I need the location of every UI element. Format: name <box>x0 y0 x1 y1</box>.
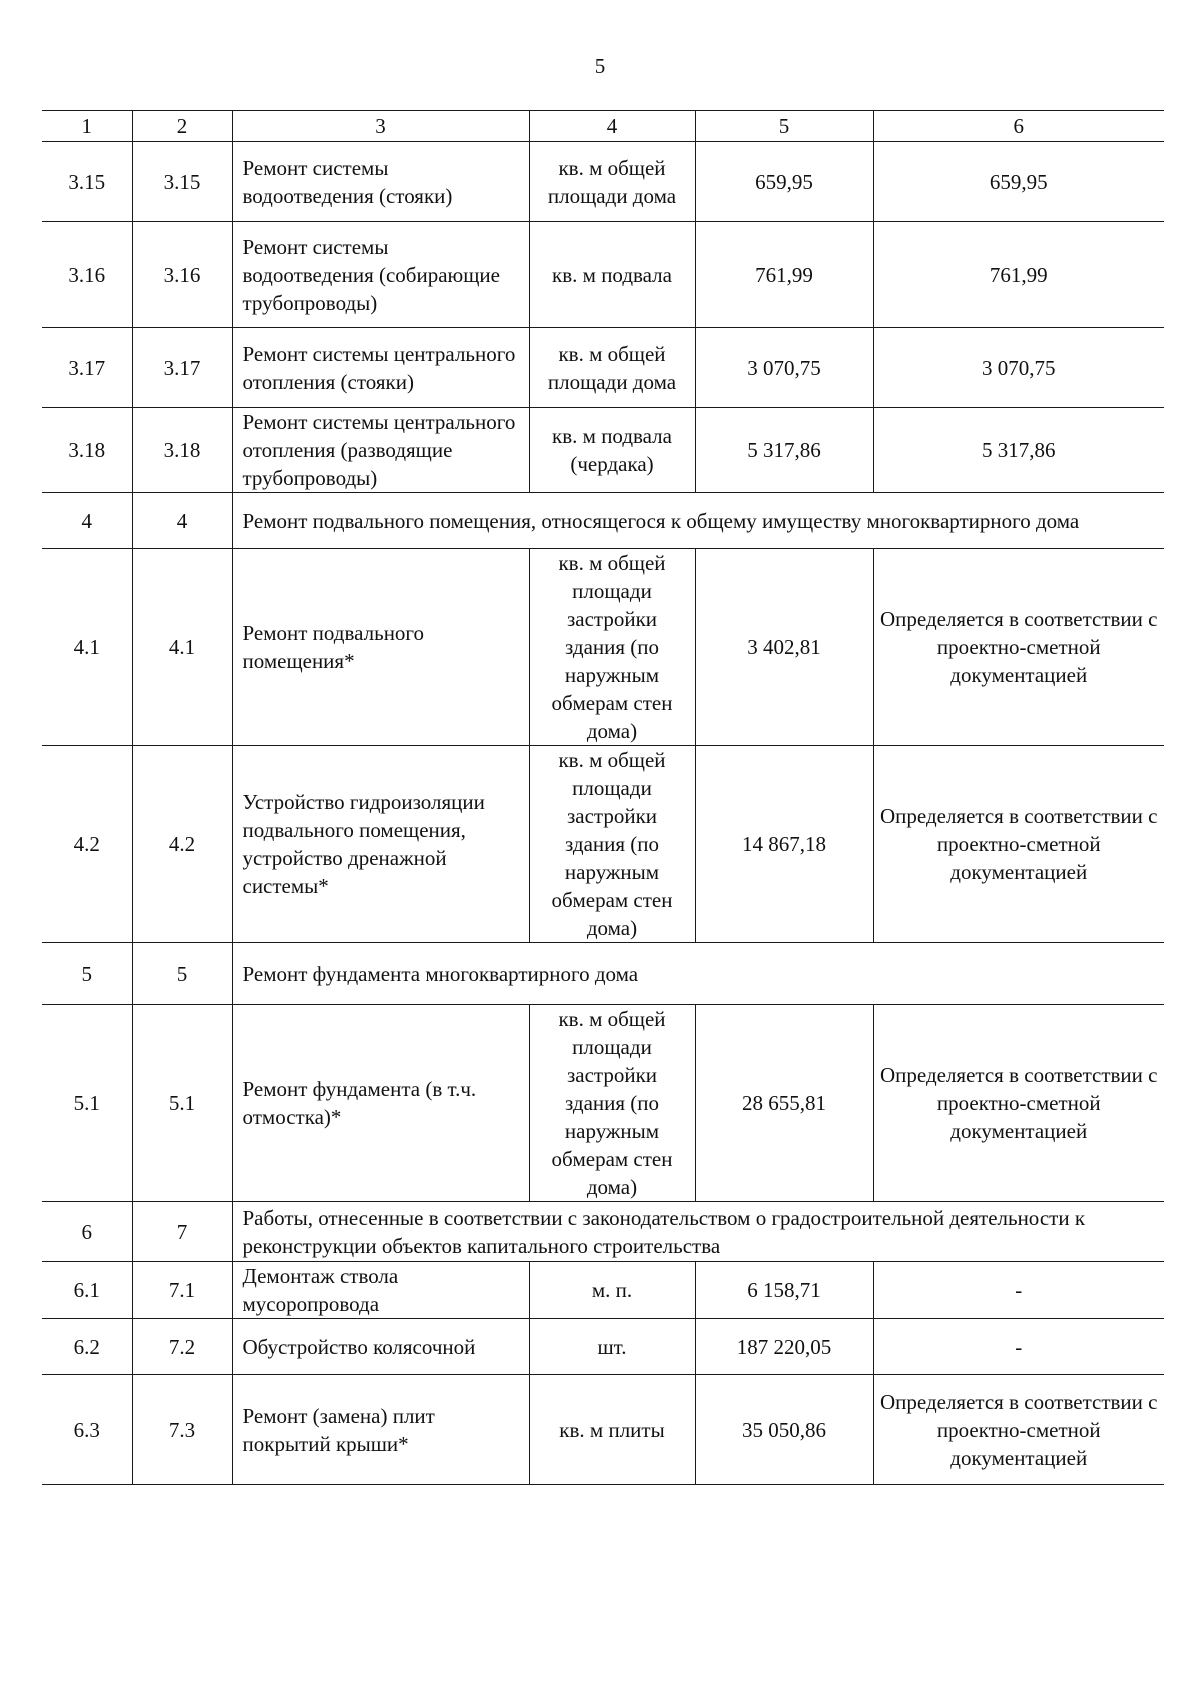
work-name: Ремонт фундамента (в т.ч. отмостка)* <box>232 1005 529 1202</box>
cost: 761,99 <box>695 222 873 328</box>
work-name: Ремонт подвального помещения* <box>232 549 529 746</box>
row-code: 3.15 <box>132 142 232 222</box>
table-row <box>42 1319 1164 1375</box>
row-number: 5 <box>42 943 132 1005</box>
cost: 6 158,71 <box>695 1262 873 1319</box>
work-name: Устройство гидроизоляции подвального помещения, устройство дренажной системы* <box>232 746 529 943</box>
table-row <box>42 1262 1164 1319</box>
unit: кв. м плиты <box>529 1375 695 1485</box>
table-row <box>42 549 1164 746</box>
note: 659,95 <box>873 142 1164 222</box>
note: 5 317,86 <box>873 408 1164 493</box>
note: - <box>873 1319 1164 1375</box>
section-row <box>42 493 1164 549</box>
row-number: 6.1 <box>42 1262 132 1319</box>
row-number: 3.16 <box>42 222 132 328</box>
repair-works-table <box>42 110 1164 1485</box>
row-code: 7.3 <box>132 1375 232 1485</box>
cost: 187 220,05 <box>695 1319 873 1375</box>
row-code: 4.2 <box>132 746 232 943</box>
cost: 659,95 <box>695 142 873 222</box>
cost: 28 655,81 <box>695 1005 873 1202</box>
note: - <box>873 1262 1164 1319</box>
column-number-row <box>42 111 1164 142</box>
unit: кв. м общей площади застройки здания (по наружным обмерам стен дома) <box>529 746 695 943</box>
row-code: 3.17 <box>132 328 232 408</box>
row-number: 3.17 <box>42 328 132 408</box>
row-number: 6 <box>42 1202 132 1262</box>
row-code: 7 <box>132 1202 232 1262</box>
work-name: Ремонт (замена) плит покрытий крыши* <box>232 1375 529 1485</box>
row-number: 5.1 <box>42 1005 132 1202</box>
row-number: 3.18 <box>42 408 132 493</box>
column-number: 1 <box>42 111 132 142</box>
row-number: 6.2 <box>42 1319 132 1375</box>
work-name: Демонтаж ствола мусоропровода <box>232 1262 529 1319</box>
row-code: 5 <box>132 943 232 1005</box>
column-number: 2 <box>132 111 232 142</box>
work-name: Ремонт системы центрального отопления (разводящие трубопроводы) <box>232 408 529 493</box>
table-row <box>42 1375 1164 1485</box>
section-row <box>42 1202 1164 1262</box>
unit: кв. м общей площади дома <box>529 328 695 408</box>
work-name: Обустройство колясочной <box>232 1319 529 1375</box>
note: 761,99 <box>873 222 1164 328</box>
section-title: Ремонт подвального помещения, относящегося к общему имуществу многоквартирного дома <box>232 493 1164 549</box>
work-name: Ремонт системы центрального отопления (стояки) <box>232 328 529 408</box>
unit: кв. м общей площади застройки здания (по наружным обмерам стен дома) <box>529 549 695 746</box>
column-number: 6 <box>873 111 1164 142</box>
note: 3 070,75 <box>873 328 1164 408</box>
cost: 3 402,81 <box>695 549 873 746</box>
unit: кв. м подвала (чердака) <box>529 408 695 493</box>
table-row <box>42 1005 1164 1202</box>
cost: 5 317,86 <box>695 408 873 493</box>
row-code: 5.1 <box>132 1005 232 1202</box>
unit: шт. <box>529 1319 695 1375</box>
cost: 35 050,86 <box>695 1375 873 1485</box>
work-name: Ремонт системы водоотведения (собирающие трубопроводы) <box>232 222 529 328</box>
row-number: 4 <box>42 493 132 549</box>
row-code: 4.1 <box>132 549 232 746</box>
table-row <box>42 746 1164 943</box>
unit: кв. м общей площади застройки здания (по наружным обмерам стен дома) <box>529 1005 695 1202</box>
section-row <box>42 943 1164 1005</box>
row-number: 4.2 <box>42 746 132 943</box>
row-code: 3.18 <box>132 408 232 493</box>
note: Определяется в соответствии с проектно-сметной документацией <box>873 1005 1164 1202</box>
note: Определяется в соответствии с проектно-сметной документацией <box>873 1375 1164 1485</box>
section-title: Ремонт фундамента многоквартирного дома <box>232 943 1164 1005</box>
note: Определяется в соответствии с проектно-сметной документацией <box>873 549 1164 746</box>
page-number: 5 <box>594 54 606 78</box>
table-row <box>42 328 1164 408</box>
table-row <box>42 142 1164 222</box>
row-number: 4.1 <box>42 549 132 746</box>
row-code: 7.1 <box>132 1262 232 1319</box>
cost: 3 070,75 <box>695 328 873 408</box>
cost: 14 867,18 <box>695 746 873 943</box>
column-number: 5 <box>695 111 873 142</box>
row-code: 4 <box>132 493 232 549</box>
row-number: 3.15 <box>42 142 132 222</box>
unit: кв. м общей площади дома <box>529 142 695 222</box>
unit: м. п. <box>529 1262 695 1319</box>
row-code: 7.2 <box>132 1319 232 1375</box>
work-name: Ремонт системы водоотведения (стояки) <box>232 142 529 222</box>
unit: кв. м подвала <box>529 222 695 328</box>
row-code: 3.16 <box>132 222 232 328</box>
column-number: 3 <box>232 111 529 142</box>
column-number: 4 <box>529 111 695 142</box>
table-row <box>42 408 1164 493</box>
note: Определяется в соответствии с проектно-сметной документацией <box>873 746 1164 943</box>
section-title: Работы, отнесенные в соответствии с законодательством о градостроительной деятельности к реконструкции объектов капитального строительства <box>232 1202 1164 1262</box>
row-number: 6.3 <box>42 1375 132 1485</box>
table-row <box>42 222 1164 328</box>
